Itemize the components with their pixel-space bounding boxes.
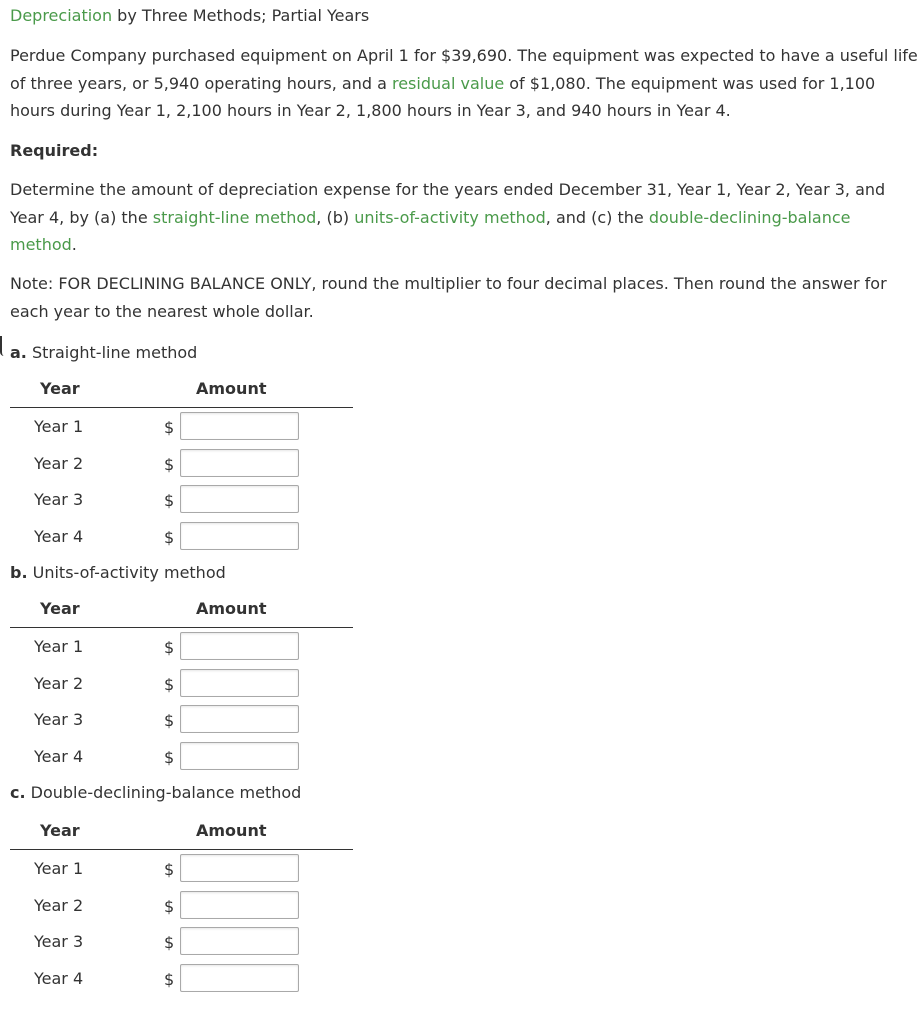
units-activity-year-3-input[interactable] [180, 705, 299, 733]
residual-value-link[interactable]: residual value [391, 73, 505, 93]
table-row [10, 518, 353, 554]
row-year-label: Year 2 [34, 453, 84, 473]
table-row [10, 923, 353, 959]
table-row [10, 408, 353, 444]
units-of-activity-link[interactable]: units-of-activity method [354, 207, 546, 227]
section-b-title: Units-of-activity method [27, 563, 226, 582]
row-year-label: Year 1 [34, 417, 84, 436]
instructions-text-2: , (b) [316, 207, 355, 227]
ddb-year-1-input[interactable] [180, 854, 299, 882]
instructions-text-3: , and (c) the [545, 207, 649, 227]
problem-title [10, 6, 369, 26]
col-year-header: Year [40, 379, 80, 398]
row-year-label: Year 1 [34, 637, 84, 656]
section-c-label [10, 782, 301, 804]
dollar-sign: $ [164, 747, 175, 767]
units-activity-year-4-input[interactable] [180, 742, 299, 770]
note: Note: FOR DECLINING BALANCE ONLY, round the multiplier to four decimal places. Then round the answer for each year to the nearest whole dollar. [10, 274, 887, 321]
row-year-label: Year 4 [34, 526, 84, 546]
straight-line-year-4-input[interactable] [180, 522, 299, 550]
col-year-header: Year [40, 821, 80, 840]
table-row [10, 738, 353, 774]
table-row [10, 887, 353, 923]
dollar-sign: $ [164, 454, 175, 474]
row-year-label: Year 3 [34, 932, 84, 951]
straight-line-link[interactable]: straight-line method [152, 207, 317, 227]
row-year-label: Year 4 [34, 968, 84, 988]
col-amount-header: Amount [196, 599, 267, 618]
dollar-sign: $ [164, 711, 175, 730]
required-heading: Required: [10, 141, 99, 160]
ddb-year-4-input[interactable] [180, 964, 299, 992]
table-row [10, 628, 353, 664]
col-amount-header: Amount [196, 821, 267, 840]
dollar-sign: $ [164, 860, 175, 879]
problem-text-2: of $1,080. The equipment was used for 1,100 hours during Year 1, 2,100 hours in Year 2, 1,800 hours in Year 3, and 940 hours in Year 4. [10, 73, 876, 120]
problem-statement [10, 42, 922, 125]
row-year-label: Year 1 [34, 859, 84, 878]
table-row [10, 665, 353, 701]
dollar-sign: $ [164, 969, 175, 989]
problem-text-1: Perdue Company purchased equipment on April 1 for $39,690. The equipment was expected to have a useful life of three years, or 5,940 operating hours, and a [10, 46, 918, 93]
table-row [10, 701, 353, 737]
section-a-title: Straight-line method [26, 343, 198, 362]
table-header [10, 819, 353, 850]
row-year-label: Year 3 [34, 490, 84, 509]
instructions-text-1: Determine the amount of depreciation expense for the years ended December 31, Year 1, Year 2, Year 3, and Year 4, by (a) the [10, 180, 886, 227]
col-year-header: Year [40, 599, 80, 618]
table-row [10, 445, 353, 481]
instructions-text-4: . [71, 235, 77, 254]
dollar-sign: $ [164, 933, 175, 952]
ddb-year-3-input[interactable] [180, 927, 299, 955]
units-activity-year-2-input[interactable] [180, 669, 299, 697]
instructions [10, 176, 922, 259]
table-row [10, 960, 353, 996]
section-a-label [10, 342, 197, 364]
straight-line-year-3-input[interactable] [180, 485, 299, 513]
section-c-letter: c. [10, 783, 26, 802]
double-declining-balance-link[interactable]: double-declining-balance method [10, 207, 851, 254]
dollar-sign: $ [164, 674, 175, 694]
row-year-label: Year 3 [34, 710, 84, 729]
straight-line-year-1-input[interactable] [180, 412, 299, 440]
table-header [10, 597, 353, 628]
dollar-sign: $ [164, 638, 175, 657]
title-text: by Three Methods; Partial Years [112, 6, 370, 25]
depreciation-link[interactable]: Depreciation [10, 6, 113, 25]
table-row [10, 481, 353, 517]
left-bracket-mark [0, 336, 4, 356]
section-a-letter: a. [10, 343, 27, 362]
straight-line-year-2-input[interactable] [180, 449, 299, 477]
dollar-sign: $ [164, 527, 175, 547]
units-activity-year-1-input[interactable] [180, 632, 299, 660]
dollar-sign: $ [164, 491, 175, 510]
col-amount-header: Amount [196, 379, 267, 398]
section-c-title: Double-declining-balance method [25, 783, 302, 802]
section-b-letter: b. [10, 563, 28, 582]
row-year-label: Year 2 [34, 895, 84, 915]
table-header [10, 377, 353, 408]
ddb-year-2-input[interactable] [180, 891, 299, 919]
dollar-sign: $ [164, 896, 175, 916]
row-year-label: Year 4 [34, 746, 84, 766]
section-b-label [10, 562, 226, 584]
dollar-sign: $ [164, 418, 175, 437]
table-row [10, 850, 353, 886]
row-year-label: Year 2 [34, 673, 84, 693]
